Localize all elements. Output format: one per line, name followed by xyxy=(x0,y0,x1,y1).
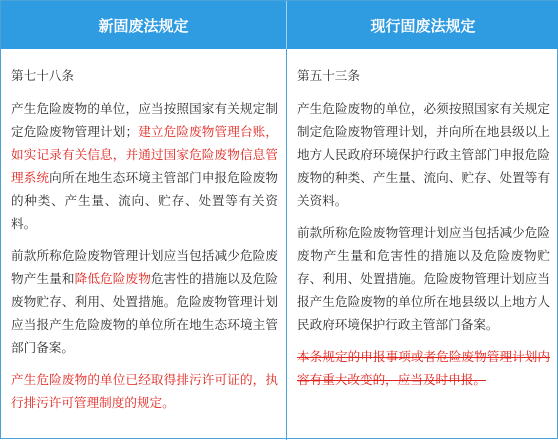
highlighted-text: 建立危险废物管理台账，如实记录有关信息，并通过国家危险废物信息管理系统 xyxy=(11,124,279,185)
paragraph-2 xyxy=(11,244,278,359)
header-new-law: 新固废法规定 xyxy=(1,1,287,49)
text-segment: 前款所称危险废物管理计划应当包括减少危险废物产生量和 xyxy=(11,248,278,286)
paragraph-2 xyxy=(297,221,550,336)
new-law-column xyxy=(1,49,287,440)
text-segment: 产生危险废物的单位，应当按照国家有关规定制定危险废物管理计划； xyxy=(11,101,278,139)
header-current-law: 现行固废法规定 xyxy=(287,1,558,49)
paragraph-3 xyxy=(297,345,550,391)
highlighted-text: 产生危险废物的单位已经取得排污许可证的，执行排污许可管理制度的规定。 xyxy=(11,372,278,410)
text-segment: 危害性的措施以及危险废物贮存、利用、处置措施。危险废物管理计划应当报产生危险废物的单位所在地生态环境主管部门备案。 xyxy=(11,271,279,355)
paragraph-3 xyxy=(11,368,278,414)
current-law-column xyxy=(287,49,558,440)
article-number: 第五十三条 xyxy=(297,68,360,83)
text-segment: 前款所称危险废物管理计划应当包括减少危险废物产生量和危害性的措施以及危险废物贮存、利用、处置措施。危险废物管理计划应当报产生危险废物的单位所在地县级以上地方人民政府环境保护行政主管部门备案。 xyxy=(297,225,550,332)
deleted-text: 本条规定的申报事项或者危险废物管理计划内容有重大改变的，应当及时申报。 xyxy=(297,349,550,387)
highlighted-text: 降低危险废物 xyxy=(74,271,151,286)
article-number: 第七十八条 xyxy=(11,68,74,83)
text-segment: 产生危险废物的单位，必须按照国家有关规定制定危险废物管理计划，并向所在地县级以上地方人民政府环境保护行政主管部门申报危险废物的种类、产生量、流向、贮存、处置等有关资料。 xyxy=(297,101,550,208)
paragraph-1 xyxy=(297,97,550,212)
paragraph-1 xyxy=(11,97,278,235)
text-segment: 向所在地生态环境主管部门申报危险废物的种类、产生量、流向、贮存、处置等有关资料。 xyxy=(11,170,279,231)
